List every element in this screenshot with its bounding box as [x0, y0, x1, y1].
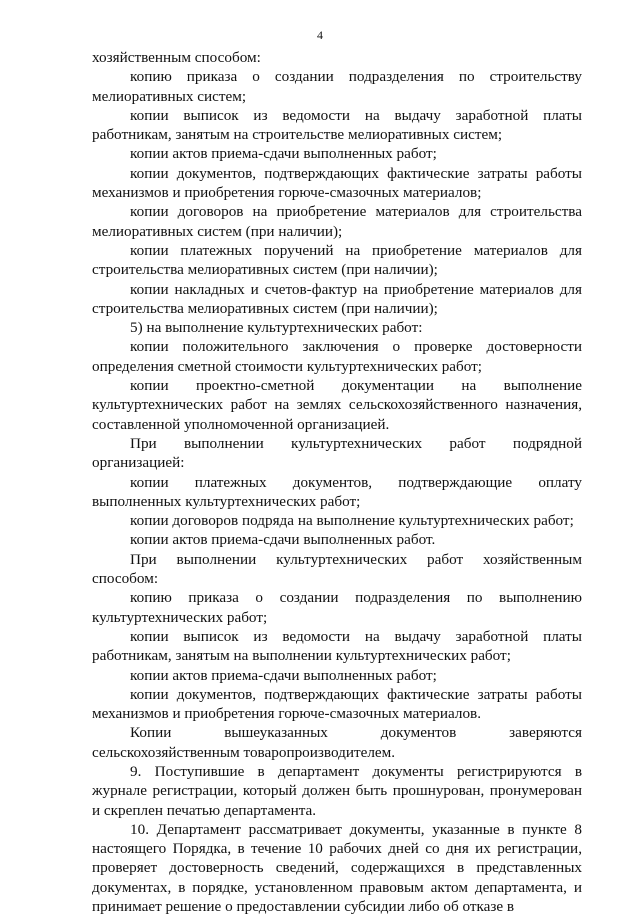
paragraph: копии актов приема-сдачи выполненных работ;: [130, 666, 437, 684]
paragraph: копии положительного заключения о проверке достоверности определения сметной стоимости культуртехнических работ;: [92, 338, 582, 375]
paragraph: копии актов приема-сдачи выполненных работ;: [130, 145, 437, 163]
paragraph: копии выписок из ведомости на выдачу заработной платы работникам, занятым на выполнении культуртехнических работ;: [92, 627, 582, 665]
paragraph: 9. Поступившие в департамент документы регистрируются в журнале регистрации, который должен быть прошнурован, пронумерован и скреплен печатью департамента.: [92, 762, 582, 819]
paragraph: При выполнении культуртехнических работ хозяйственным способом:: [92, 550, 582, 588]
paragraph: копии договоров подряда на выполнение культуртехнических работ;: [130, 512, 574, 530]
paragraph: копии договоров на приобретение материалов для строительства мелиоративных систем (при наличии);: [92, 203, 582, 240]
paragraph: копии актов приема-сдачи выполненных работ.: [130, 531, 436, 549]
paragraph: копии документов, подтверждающих фактические затраты работы механизмов и приобретения горюче-смазочных материалов;: [92, 164, 582, 202]
paragraph: копии накладных и счетов-фактур на приобретение материалов для строительства мелиоративных систем (при наличии);: [92, 280, 582, 317]
paragraph: копии проектно-сметной документации на выполнение культуртехнических работ на землях сельскохозяйственного назначения, составленной уполномоченной организацией.: [92, 377, 582, 433]
paragraph: копию приказа о создании подразделения по выполнению культуртехнических работ;: [92, 589, 582, 626]
paragraph: копии выписок из ведомости на выдачу заработной платы работникам, занятым на строительстве мелиоративных систем;: [92, 106, 582, 144]
paragraph: копии документов, подтверждающих фактические затраты работы механизмов и приобретения горюче-смазочных материалов.: [92, 685, 582, 723]
document-body: [92, 48, 582, 916]
paragraph: копии платежных документов, подтверждающие оплату выполненных культуртехнических работ;: [92, 473, 582, 510]
page-number: 4: [317, 28, 323, 42]
paragraph: Копии вышеуказанных документов заверяются сельскохозяйственным товаропроизводителем.: [92, 724, 582, 761]
paragraph: 5) на выполнение культуртехнических работ:: [130, 319, 423, 337]
paragraph: копию приказа о создании подразделения по строительству мелиоративных систем;: [92, 68, 582, 105]
paragraph: 10. Департамент рассматривает документы, указанные в пункте 8 настоящего Порядка, в течение 10 рабочих дней со дня их регистрации, проверяет достоверность сведений, содержащихся в представленных документах, в порядке, установленном правовым актом департамента, и принимает решение о предоставлении субсидии либо об отказе в: [92, 820, 582, 916]
paragraph: копии платежных поручений на приобретение материалов для строительства мелиоративных систем (при наличии);: [92, 241, 582, 279]
paragraph: хозяйственным способом:: [92, 49, 261, 66]
paragraph: При выполнении культуртехнических работ подрядной организацией:: [92, 434, 582, 472]
